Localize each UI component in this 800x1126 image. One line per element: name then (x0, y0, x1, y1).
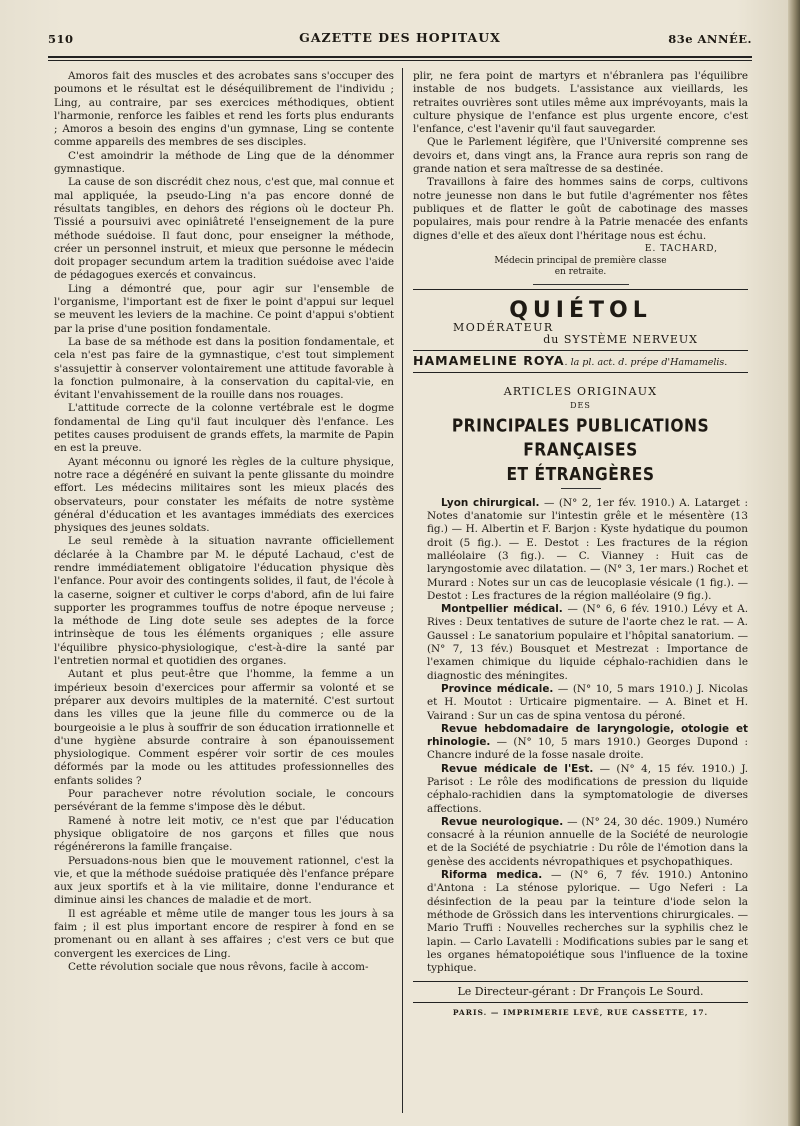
page-header (48, 30, 752, 52)
header-rule (48, 56, 752, 58)
entry-text: — (N° 6, 7 fév. 1910.) Antonino d'Antona : La sténose pylorique. — Ugo Neferi : La désinfection de la peau par la teinture d'iode selon la méthode de Grössich dans les interventions chirurgicales. — Mario Truffi : Nouvelles recherches sur la syphilis chez le lapin. — Carlo Lavatelli : Modifications subies par le sang et les organes hématopoiétique sous l'influence de la toxine typhique. (427, 869, 748, 975)
section-title: ARTICLES ORIGINAUX (503, 385, 658, 399)
entry-journal: Lyon chirurgical. (441, 496, 540, 509)
section-heading-line1: PRINCIPALES PUBLICATIONS FRANÇAISES (451, 415, 710, 461)
header-rule-thin (48, 60, 752, 61)
paragraph: Travaillons à faire des hommes sains de corps, cultivons notre jeunesse non dans le but futile d'agrémenter nos fêtes publiques et de flatter le goût de cabotinage des masses populaires, mais pour rendre à la Patrie menacée des enfants dignes d'elle et des aïeux dont l'héritage nous est échu. (413, 176, 748, 242)
entry-text: — (N° 10, 5 mars 1910.) Georges Dupond : Chancre induré de la fosse nasale droite. (427, 736, 748, 762)
author-title: Médecin principal de première classe (494, 256, 667, 267)
paragraph: L'attitude correcte de la colonne vertébrale est le dogme fondamental de Ling qu'il faut inculquer dès l'enfance. Les petites causes produisent de grands effets, la marmite de Papin en est la preuve. (54, 402, 394, 455)
publication-entry (413, 816, 748, 869)
advert-line2: du SYSTÈME NERVEUX (543, 333, 698, 347)
printer-imprint: PARIS. — IMPRIMERIE LEVÉ, RUE CASSETTE, 17. (452, 1007, 709, 1017)
entry-text: — (N° 24, 30 déc. 1909.) Numéro consacré à la réunion annuelle de la Société de neurologie et de la Société de psychiatrie : Du rôle de l'émotion dans la genèse des accidents névropathiques et psychopathiques. (427, 815, 748, 868)
paragraph: Persuadons-nous bien que le mouvement rationnel, c'est la vie, et que la méthode suédoise pratiquée dès l'enfance prépare aux jeux sportifs et à la vie militaire, donne l'endurance et diminue ainsi les chances de maladie et de mort. (54, 854, 394, 907)
paragraph: plir, ne fera point de martyrs et n'ébranlera pas l'équilibre instable de nos budgets. L'assistance aux vieillards, les retraites ouvrières sont utiles même aux imprévoyants, mais la culture physique de l'enfance est plus urgente encore, c'est l'enfance, c'est l'avenir qu'il faut sauvegarder. (413, 70, 748, 136)
advert-line1: MODÉRATEUR (453, 321, 554, 335)
paragraph: Pour parachever notre révolution sociale, le concours persévérant de la femme s'impose dès le début. (54, 788, 394, 814)
separator-rule (533, 284, 629, 285)
entry-text: — (N° 4, 15 fév. 1910.) J. Parisot : Le rôle des modifications de pression du liquide céphalo-rachidien dans la symptomatologie de diverses affections. (427, 762, 748, 815)
paragraph: Ayant méconnu ou ignoré les règles de la culture physique, notre race a dégénéré en suivant la pente glissante du moindre effort. Les médecins militaires sont les mieux placés des observateurs, pour constater les méfaits de notre système général d'éducation et les avantages immédiats des exercices physiques des jeunes soldats. (54, 455, 394, 535)
page-edge (788, 0, 800, 1126)
entry-text: — (N° 10, 5 mars 1910.) J. Nicolas et H. Moutot : Urticaire pigmentaire. — A. Binet et H. Vairand : Sur un cas de spina ventosa du péroné. (427, 682, 748, 722)
paragraph: Amoros fait des muscles et des acrobates sans s'occuper des poumons et le résultat est le déséquilibrement de l'individu ; Ling, au contraire, par ses exercices méthodiques, obtient l'harmonie, renforce les faibles et rend les forts plus endurants ; Amoros a besoin des engins d'un gymnase, Ling se contente comme appareils des membres de ses disciples. (54, 70, 394, 149)
section-heading (413, 414, 748, 486)
publication-entry (413, 603, 748, 683)
page-number: 510 (48, 32, 74, 46)
paragraph: Que le Parlement légifère, que l'Université comprenne ses devoirs et, dans vingt ans, la France aura repris son rang de grande nation et sera maîtresse de sa destinée. (413, 136, 748, 176)
advert-hamameline-name: HAMAMELINE ROYA (413, 353, 565, 369)
advert-hamameline-desc: . la pl. act. d. prépe d'Hamamelis. (564, 357, 728, 369)
journal-title: GAZETTE DES HOPITAUX (299, 30, 501, 45)
right-column (413, 70, 748, 1019)
left-column (54, 70, 394, 974)
publication-entry (413, 497, 748, 603)
advertisement (413, 289, 748, 373)
paragraph: C'est amoindrir la méthode de Ling que de la dénommer gymnastique. (54, 149, 394, 176)
entry-journal: Montpellier médical. (441, 603, 563, 616)
paragraph: Ling a démontré que, pour agir sur l'ensemble de l'organisme, l'important est de fixer le point d'appui sur lequel se meuvent les leviers de la machine. Ce point d'appui s'obtient par la prise d'une position fondamentale. (54, 282, 394, 335)
author-status: en retraite. (554, 267, 607, 278)
column-divider (402, 68, 403, 1113)
paragraph: La base de sa méthode est dans la position fondamentale, et cela n'est pas faire de la gymnastique, c'est tout simplement s'assujettir à conserver volontairement une attitude favorable à la fonction pulmonaire, à la conservation du capital-vie, en évitant l'envahissement de la rouille dans nos rouages. (54, 335, 394, 402)
entry-journal: Revue neurologique. (441, 815, 564, 828)
entry-text: — (N° 2, 1er fév. 1910.) A. Latarget : Notes d'anatomie sur l'intestin grêle et le mésentère (13 fig.) — H. Albertin et F. Barjon : Kyste hydatique du poumon droit (5 fig.). — E. Destot : Les fractures de la région malléolaire (3 fig.). — C. Vianney : Huit cas de laryngostomie avec dilatation. — (N° 3, 1er mars.) Rochet et Murard : Notes sur un cas de leucoplasie vésicale (1 fig.). — Destot : Les fractures de la région malléolaire (9 fig.). (427, 496, 748, 602)
paragraph: Autant et plus peut-être que l'homme, la femme a un impérieux besoin d'exercices pour affermir sa volonté et se préparer aux devoirs multiples de la maternité. C'est surtout dans les villes que la jeune fille du commerce ou de la bourgeoisie a le plus à souffrir de son éducation irrationnelle et d'une hygiène absurde contraire à son épanouissement physiologique. Comment espérer voir sortir de ces moules déformés par la mode ou les attitudes professionnelles des enfants solides ? (54, 668, 394, 787)
advert-brand: QUIÉTOL (509, 298, 652, 324)
entry-text: — (N° 6, 6 fév. 1910.) Lévy et A. Rives : Deux tentatives de suture de l'aorte chez le rat. — A. Gaussel : Le sanatorium populaire et l'hôpital sanatorium. — (N° 7, 13 fév.) Bousquet et Mestrezat : Importance de l'examen chimique du liquide céphalo-rachidien dans le diagnostic des méningites. (427, 603, 749, 682)
entry-journal: Revue hebdomadaire de laryngologie, otologie et rhinologie. (427, 722, 748, 749)
publication-entry (413, 723, 748, 763)
publication-entry (413, 869, 748, 975)
paragraph: Ramené à notre leit motiv, ce n'est que par l'éducation physique obligatoire de nos garçons et filles que nous régénérerons la famille française. (54, 814, 394, 854)
entry-journal: Riforma medica. (441, 869, 543, 882)
author-signature: E. TACHARD, (644, 243, 718, 254)
section-heading-line2: ET ÉTRANGÈRES (506, 463, 655, 485)
publication-entry (413, 763, 748, 816)
section-des: DES (570, 401, 591, 411)
director-manager: Le Directeur-gérant : Dr François Le Sourd. (457, 985, 704, 999)
paragraph: Il est agréable et même utile de manger tous les jours à sa faim ; il est plus important encore de respirer à fond en se promenant ou en allant à ses affaires ; c'est vers ce but que convergent les exercices de Ling. (54, 907, 394, 960)
advert-hamameline (413, 350, 748, 369)
entry-journal: Revue médicale de l'Est. (441, 762, 594, 775)
paragraph: Le seul remède à la situation navrante officiellement déclarée à la Chambre par M. le député Lachaud, c'est de rendre immédiatement obligatoire l'éducation physique dès l'enfance. Pour avoir des contingents solides, il faut, de l'école à la caserne, soigner et cultiver le corps d'abord, afin de lui faire supporter les programmes touffus de notre époque nerveuse ; la méthode de Ling dote seule ses adeptes de la force intrinsèque de tous les éléments organiques ; elle assure l'équilibre physico-physiologique, c'est-à-dire la santé par l'entretien normal et quotidien des organes. (54, 535, 394, 668)
paragraph: La cause de son discrédit chez nous, c'est que, mal connue et mal appliquée, la pseudo-Ling n'a pas encore donné de résultats tangibles, en dehors des régions où le docteur Ph. Tissié a poursuivi avec opiniâtreté l'enseignement de la pure méthode suédoise. Il faut donc, pour enseigner la méthode, créer un personnel instruit, et mieux que personne le médecin doit propager secundum artem la tradition suédoise avec l'aide de pédagogues exercés et convaincus. (54, 176, 394, 282)
journal-year: 83e ANNÉE. (668, 32, 752, 46)
publication-entry (413, 683, 748, 723)
paragraph: Cette révolution sociale que nous rêvons, facile à accom- (68, 960, 369, 973)
short-rule (561, 488, 601, 489)
advert-bottom-rule (413, 372, 748, 373)
entry-journal: Province médicale. (441, 682, 554, 695)
